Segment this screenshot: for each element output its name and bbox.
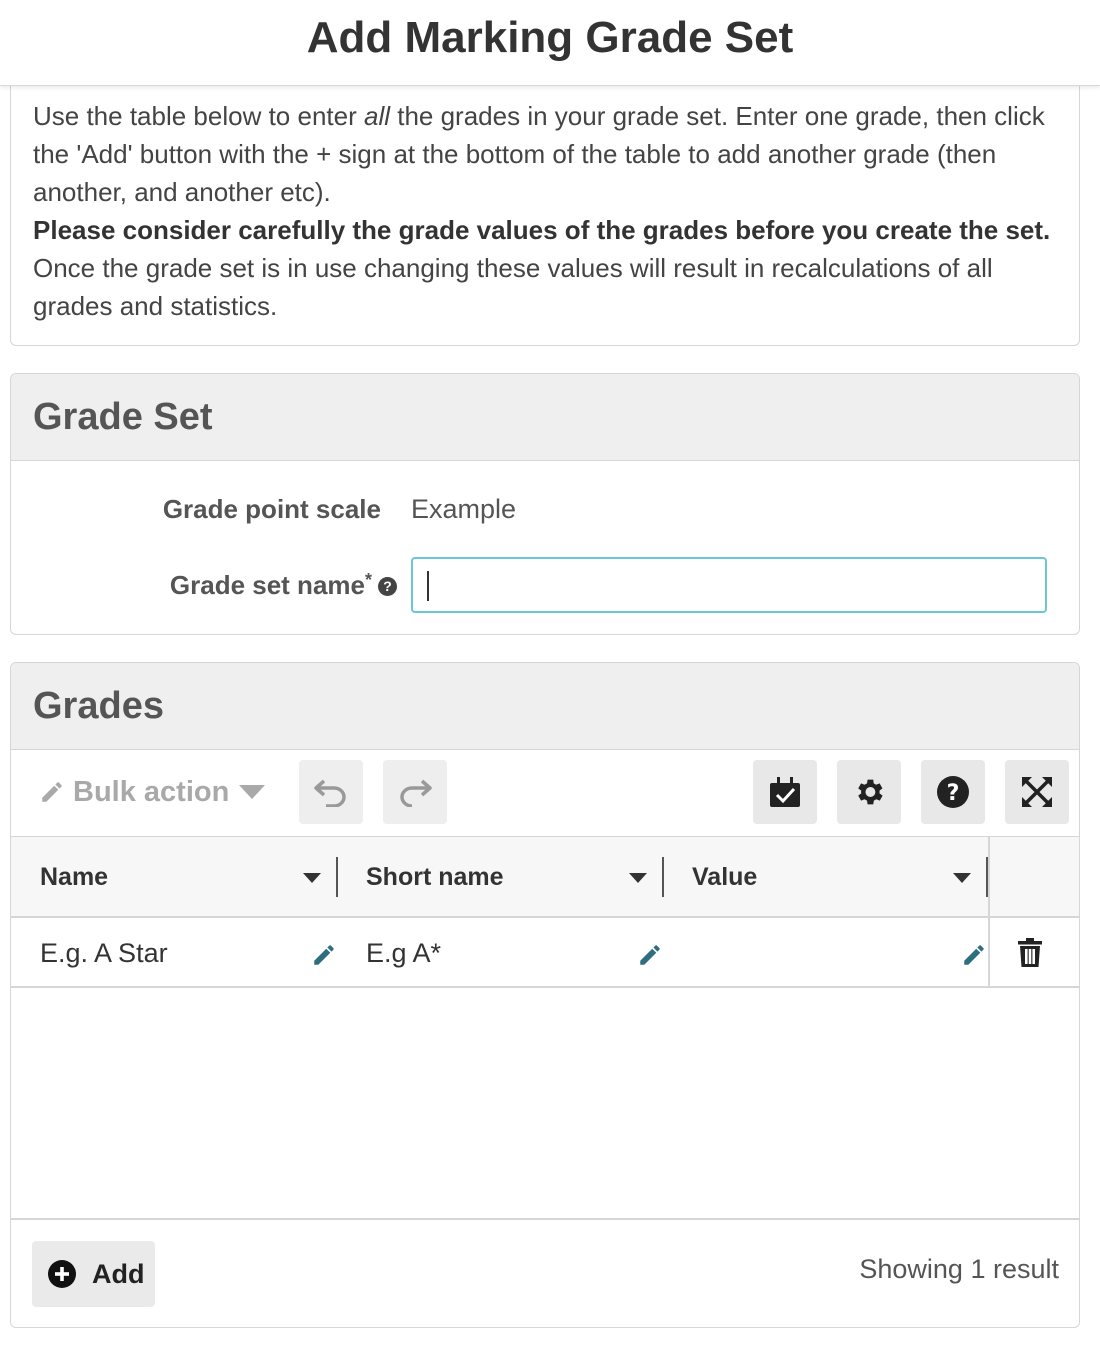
intro-warning-bold: Please consider carefully the grade values of the grades before you create the set. [33,215,1051,245]
intro-card [10,80,1080,346]
column-header-short-name[interactable]: Short name [366,862,504,891]
bulk-action-label: Bulk action [73,775,230,808]
column-resizer[interactable] [336,857,338,897]
intro-warning: Please consider carefully the grade values of the grades before you create the set. Once the grade set is in use changing these values will result in recalculations of all grades and statistics. [33,215,1051,321]
undo-button[interactable] [299,760,363,824]
grade-point-scale-row [11,489,1079,529]
pencil-icon [39,779,65,805]
grade-set-name-label: Grade set name* ? [11,570,411,601]
grade-point-scale-label: Grade point scale [162,493,381,524]
grade-point-scale-value: Example [411,493,517,524]
text-cursor [427,571,429,601]
grades-table [11,836,1079,988]
undo-icon [314,777,348,807]
grade-set-panel [10,373,1080,635]
help-button[interactable] [921,760,985,824]
chevron-down-icon[interactable] [629,873,647,883]
cell-name[interactable]: E.g. A Star [40,937,168,968]
grade-set-title: Grade Set [33,395,213,438]
help-icon [936,775,970,809]
calendar-check-icon [768,775,802,809]
expand-icon [1020,775,1054,809]
plus-circle-icon [48,1260,76,1288]
edit-pencil-icon[interactable] [637,942,663,968]
settings-button[interactable] [837,760,901,824]
add-grade-button[interactable] [32,1241,155,1307]
grades-footer [11,1218,1079,1328]
column-resizer[interactable] [662,857,664,897]
grades-toolbar [11,750,1079,836]
grades-heading [11,663,1079,750]
expand-button[interactable] [1005,760,1069,824]
grades-panel [10,662,1080,1328]
action-column-divider [988,918,990,988]
chevron-down-icon [239,785,265,799]
cell-short-name[interactable]: E.g A* [366,937,442,968]
redo-button[interactable] [383,760,447,824]
table-header [11,836,1079,918]
result-count: Showing 1 result [859,1254,1059,1284]
required-asterisk: * [364,569,372,590]
add-label: Add [92,1258,145,1289]
column-header-name[interactable]: Name [40,862,109,891]
bulk-action-button[interactable] [39,768,273,816]
chevron-down-icon[interactable] [953,873,971,883]
action-column-divider [988,837,990,917]
redo-icon [398,777,432,807]
gear-icon [852,775,886,809]
svg-text:?: ? [946,781,960,806]
edit-pencil-icon[interactable] [961,942,987,968]
grade-set-heading [11,374,1079,461]
trash-icon[interactable] [1017,938,1043,968]
chevron-down-icon[interactable] [303,873,321,883]
grade-set-name-input[interactable] [411,557,1047,613]
grades-title: Grades [33,684,164,727]
page-title: Add Marking Grade Set [306,12,794,62]
intro-emphasis: all [363,101,390,131]
help-icon[interactable]: ? [378,577,397,596]
grade-set-name-row [11,557,1079,613]
intro-instructions: Use the table below to enter all the grades in your grade set. Enter one grade, then click the 'Add' button with the + sign at the bottom of the table to add another grade (then another, and another etc). [33,101,1045,207]
page-header [0,0,1100,86]
column-header-value[interactable]: Value [692,862,758,891]
calendar-check-button[interactable] [753,760,817,824]
table-row [11,918,1079,988]
edit-pencil-icon[interactable] [311,942,337,968]
